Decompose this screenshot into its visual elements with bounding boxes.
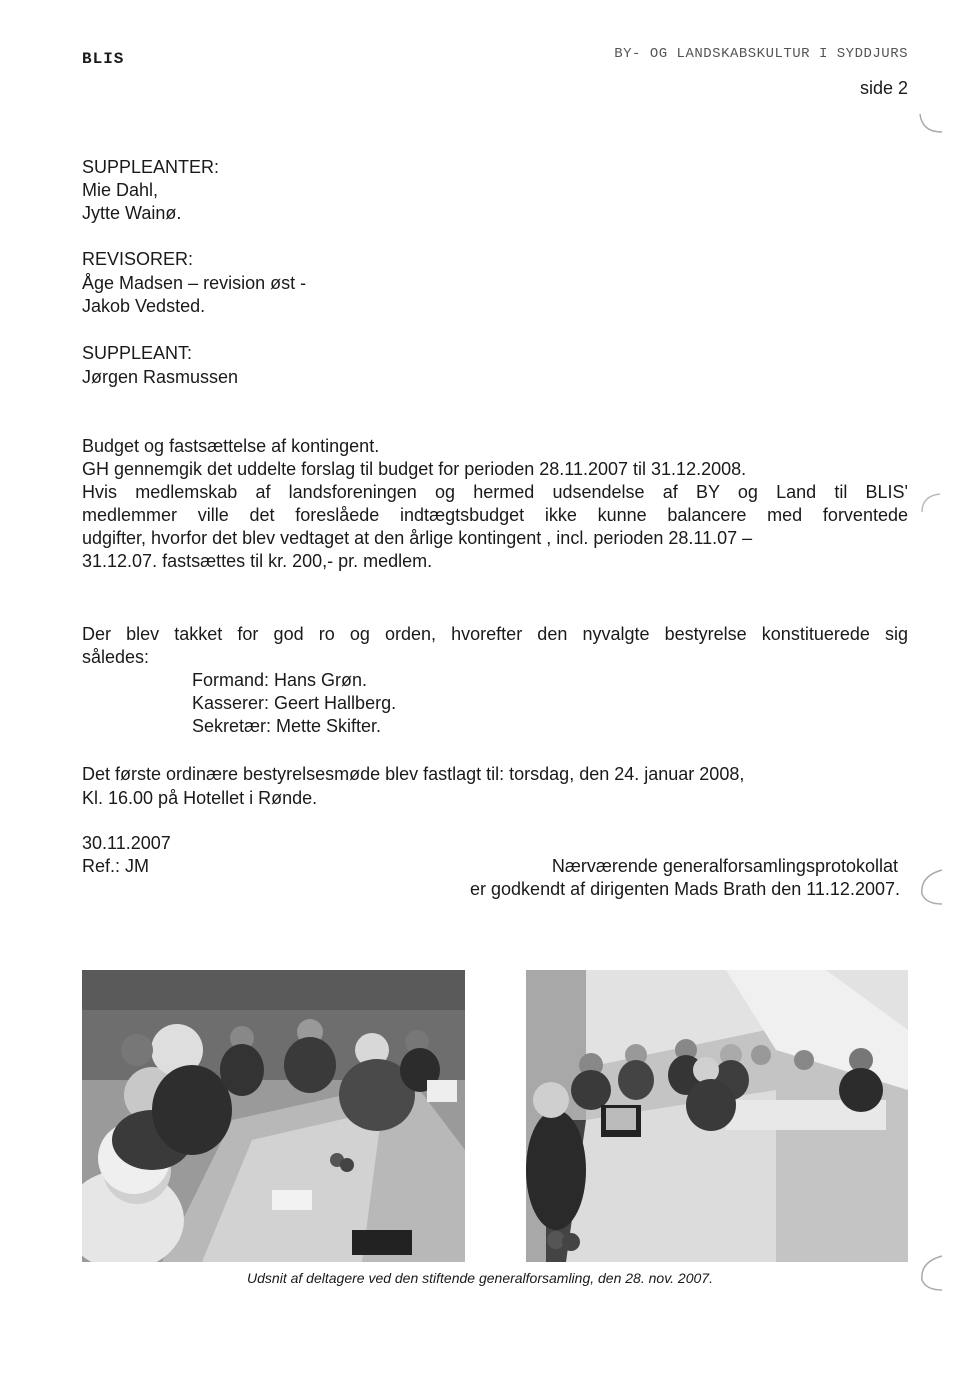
section-heading: SUPPLEANTER: bbox=[82, 157, 220, 177]
signoff-ref: Ref.: JM bbox=[82, 856, 150, 876]
officer-line: Formand: Hans Grøn. bbox=[192, 670, 368, 690]
name-line: Åge Madsen – revision øst - bbox=[82, 273, 307, 293]
binder-hole-mark bbox=[912, 866, 952, 910]
page-number: side 2 bbox=[859, 78, 908, 98]
paragraph-line: Der blev takket for god ro og orden, hvorefter den nyvalgte bestyrelse konstituerede sig bbox=[82, 624, 908, 644]
section-heading: REVISORER: bbox=[82, 249, 194, 269]
photo-caption: Udsnit af deltagere ved den stiftende generalforsamling, den 28. nov. 2007. bbox=[247, 1270, 713, 1286]
binder-hole-mark bbox=[912, 100, 952, 140]
name-line: Jakob Vedsted. bbox=[82, 296, 206, 316]
paragraph-line: Kl. 16.00 på Hotellet i Rønde. bbox=[82, 788, 318, 808]
approval-line: er godkendt af dirigenten Mads Brath den 11.12.2007. bbox=[470, 879, 900, 899]
signoff-date: 30.11.2007 bbox=[82, 833, 171, 853]
paragraph-line: medlemmer ville det foreslåede indtægtsbudget ikke kunne balancere med forventede bbox=[82, 505, 908, 525]
name-line: Jørgen Rasmussen bbox=[82, 367, 239, 387]
paragraph-line: udgifter, hvorfor det blev vedtaget at den årlige kontingent , incl. perioden 28.11.07 – bbox=[82, 528, 753, 548]
meeting-photo-right bbox=[526, 970, 908, 1262]
paragraph-line: GH gennemgik det uddelte forslag til budget for perioden 28.11.2007 til 31.12.2008. bbox=[82, 459, 747, 479]
approval-line: Nærværende generalforsamlingsprotokollat bbox=[551, 856, 898, 876]
header-org: BLIS bbox=[82, 50, 125, 68]
paragraph-line: Hvis medlemskab af landsforeningen og hermed udsendelse af BY og Land til BLIS' bbox=[82, 482, 908, 502]
paragraph-line: således: bbox=[82, 647, 150, 667]
name-line: Jytte Wainø. bbox=[82, 203, 182, 223]
binder-hole-mark bbox=[912, 488, 952, 528]
section-heading: SUPPLEANT: bbox=[82, 343, 193, 363]
paragraph-line: 31.12.07. fastsættes til kr. 200,- pr. medlem. bbox=[82, 551, 433, 571]
header-title: BY- OG LANDSKABSKULTUR I SYDDJURS bbox=[614, 46, 908, 62]
paragraph-line: Det første ordinære bestyrelsesmøde blev fastlagt til: torsdag, den 24. januar 2008, bbox=[82, 764, 745, 784]
name-line: Mie Dahl, bbox=[82, 180, 159, 200]
officer-line: Kasserer: Geert Hallberg. bbox=[192, 693, 397, 713]
paragraph-line: Budget og fastsættelse af kontingent. bbox=[82, 436, 380, 456]
officer-line: Sekretær: Mette Skifter. bbox=[192, 716, 382, 736]
meeting-photo-left bbox=[82, 970, 465, 1262]
